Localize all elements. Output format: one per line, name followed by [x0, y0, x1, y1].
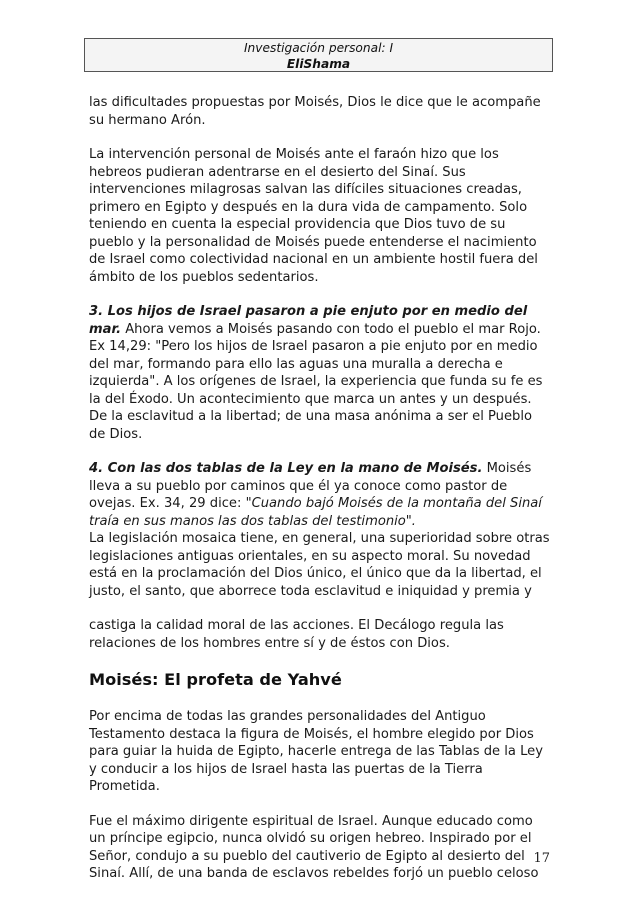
running-header: [84, 38, 553, 72]
paragraph-4-lead: 4. Con las dos tablas de la Ley en la mano de Moisés.: [89, 461, 483, 476]
paragraph-3: [89, 303, 551, 443]
page-number: 17: [533, 851, 550, 866]
paragraph-4-quote: "Cuando bajó Moisés de la montaña del Sinaí traía en sus manos las dos tablas del testimonio".: [89, 496, 542, 529]
paragraph-4: [89, 460, 551, 530]
paragraph-2: La intervención personal de Moisés ante el faraón hizo que los hebreos pudieran adentrarse en el desierto del Sinaí. Sus intervenciones milagrosas salvan las difíciles situaciones creadas, primero en Egipto y después en la dura vida de campamento. Solo teniendo en cuenta la especial providencia que Dios tuvo de su pueblo y la personalidad de Moisés puede entenderse el nacimiento de Israel como colectividad nacional en un ambiente hostil fuera del ámbito de los pueblos sedentarios.: [89, 147, 538, 285]
header-title: Investigación personal: I: [243, 41, 394, 55]
paragraph-6: castiga la calidad moral de las acciones. El Decálogo regula las relaciones de los hombres entre sí y de éstos con Dios.: [89, 618, 504, 651]
body-text: [89, 94, 551, 883]
paragraph-1: las dificultades propuestas por Moisés, Dios le dice que le acompañe su hermano Arón.: [89, 95, 541, 128]
paragraph-4-text: Moisés lleva a su pueblo por caminos que él ya conoce como pastor de ovejas. Ex. 34, 29 dice:: [89, 461, 532, 511]
paragraph-8: Fue el máximo dirigente espiritual de Israel. Aunque educado como un príncipe egipcio, nunca olvidó su origen hebreo. Inspirado por el Señor, condujo a su pueblo del cautiverio de Egipto al desierto del Sinaí. Allí, de una banda de esclavos rebeldes forjó un pueblo celoso: [89, 813, 539, 881]
paragraph-3-text: Ahora vemos a Moisés pasando con todo el pueblo el mar Rojo. Ex 14,29: "Pero los hijos de Israel pasaron a pie enjuto por en medio del mar, formando para ello las aguas una muralla a derecha e izquierda". A los orígenes de Israel, la experiencia que funda su fe es la del Éxodo. Un acontecimiento que marca un antes y un después. De la esclavitud a la libertad; de una masa anónima a ser el Pueblo de Dios.: [89, 321, 543, 442]
section-heading: Moisés: El profeta de Yahvé: [89, 670, 342, 689]
paragraph-5: La legislación mosaica tiene, en general, una superioridad sobre otras legislaciones antiguas orientales, en su aspecto moral. Su novedad está en la proclamación del Dios único, el único que da la libertad, el justo, el santo, que aborrece toda esclavitud e iniquidad y premia y: [89, 531, 550, 599]
paragraph-7: Por encima de todas las grandes personalidades del Antiguo Testamento destaca la figura de Moisés, el hombre elegido por Dios para guiar la huida de Egipto, hacerle entrega de las Tablas de la Ley y conducir a los hijos de Israel hasta las puertas de la Tierra Prometida.: [89, 709, 543, 794]
paragraph-3-lead: 3. Los hijos de Israel pasaron a pie enjuto por en medio del mar.: [89, 304, 528, 337]
header-author: EliShama: [286, 57, 351, 71]
